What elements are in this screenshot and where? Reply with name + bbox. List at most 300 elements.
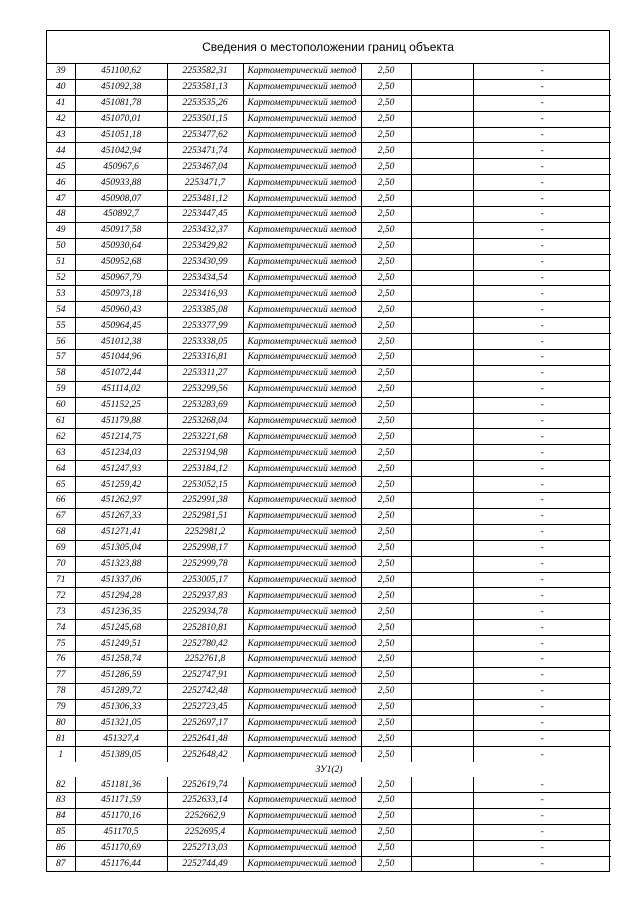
point-number: 68 <box>47 524 75 540</box>
point-number: 42 <box>47 111 75 127</box>
table-row <box>47 127 611 143</box>
coord-x: 451170,69 <box>75 840 167 856</box>
method: Картометрический метод <box>243 667 361 683</box>
table-row <box>47 111 611 127</box>
description: - <box>473 636 611 652</box>
method: Картометрический метод <box>243 286 361 302</box>
point-number: 86 <box>47 840 75 856</box>
table-row <box>47 572 611 588</box>
coord-x: 451236,35 <box>75 604 167 620</box>
blank-cell <box>411 777 473 792</box>
method: Картометрический метод <box>243 856 361 871</box>
table-body-part-2 <box>47 777 611 871</box>
method: Картометрический метод <box>243 222 361 238</box>
point-number: 39 <box>47 64 75 79</box>
coord-y: 2252761,8 <box>167 651 243 667</box>
point-number: 53 <box>47 286 75 302</box>
accuracy: 2,50 <box>361 175 411 191</box>
coord-x: 451286,59 <box>75 667 167 683</box>
method: Картометрический метод <box>243 79 361 95</box>
description: - <box>473 840 611 856</box>
blank-cell <box>411 540 473 556</box>
coord-x: 451258,74 <box>75 651 167 667</box>
blank-cell <box>411 397 473 413</box>
description: - <box>473 254 611 270</box>
accuracy: 2,50 <box>361 222 411 238</box>
point-number: 71 <box>47 572 75 588</box>
description: - <box>473 143 611 159</box>
blank-cell <box>411 572 473 588</box>
method: Картометрический метод <box>243 840 361 856</box>
blank-cell <box>411 747 473 762</box>
table-row <box>47 651 611 667</box>
blank-cell <box>411 667 473 683</box>
coord-x: 450967,79 <box>75 270 167 286</box>
coord-x: 451249,51 <box>75 636 167 652</box>
description: - <box>473 777 611 792</box>
method: Картометрический метод <box>243 191 361 207</box>
coord-x: 451152,25 <box>75 397 167 413</box>
blank-cell <box>411 715 473 731</box>
point-number: 81 <box>47 731 75 747</box>
method: Картометрический метод <box>243 651 361 667</box>
blank-cell <box>411 207 473 223</box>
description: - <box>473 334 611 350</box>
point-number: 62 <box>47 429 75 445</box>
table-row <box>47 191 611 207</box>
accuracy: 2,50 <box>361 127 411 143</box>
method: Картометрический метод <box>243 493 361 509</box>
accuracy: 2,50 <box>361 143 411 159</box>
accuracy: 2,50 <box>361 493 411 509</box>
description: - <box>473 445 611 461</box>
coord-x: 451289,72 <box>75 683 167 699</box>
accuracy: 2,50 <box>361 667 411 683</box>
table-row <box>47 445 611 461</box>
coord-y: 2253385,08 <box>167 302 243 318</box>
coord-x: 451234,03 <box>75 445 167 461</box>
point-number: 47 <box>47 191 75 207</box>
table-row <box>47 270 611 286</box>
coord-y: 2253416,93 <box>167 286 243 302</box>
table-row <box>47 302 611 318</box>
coord-x: 450952,68 <box>75 254 167 270</box>
point-number: 78 <box>47 683 75 699</box>
blank-cell <box>411 350 473 366</box>
coord-y: 2252998,17 <box>167 540 243 556</box>
accuracy: 2,50 <box>361 254 411 270</box>
coordinates-table <box>47 64 611 871</box>
coord-y: 2253535,26 <box>167 95 243 111</box>
accuracy: 2,50 <box>361 588 411 604</box>
coord-x: 450917,58 <box>75 222 167 238</box>
coord-y: 2253184,12 <box>167 461 243 477</box>
method: Картометрический метод <box>243 334 361 350</box>
point-number: 58 <box>47 365 75 381</box>
coord-x: 451305,04 <box>75 540 167 556</box>
blank-cell <box>411 620 473 636</box>
coord-x: 451337,06 <box>75 572 167 588</box>
blank-cell <box>411 127 473 143</box>
point-number: 80 <box>47 715 75 731</box>
accuracy: 2,50 <box>361 604 411 620</box>
section-label: ЗУ1(2) <box>315 764 343 775</box>
table-row <box>47 508 611 524</box>
point-number: 59 <box>47 381 75 397</box>
description: - <box>473 508 611 524</box>
description: - <box>473 95 611 111</box>
accuracy: 2,50 <box>361 556 411 572</box>
accuracy: 2,50 <box>361 207 411 223</box>
description: - <box>473 381 611 397</box>
accuracy: 2,50 <box>361 477 411 493</box>
description: - <box>473 302 611 318</box>
blank-cell <box>411 524 473 540</box>
table-row <box>47 429 611 445</box>
method: Картометрический метод <box>243 620 361 636</box>
coord-x: 451327,4 <box>75 731 167 747</box>
blank-cell <box>411 159 473 175</box>
method: Картометрический метод <box>243 572 361 588</box>
coord-y: 2253582,31 <box>167 64 243 79</box>
method: Картометрический метод <box>243 715 361 731</box>
accuracy: 2,50 <box>361 620 411 636</box>
point-number: 60 <box>47 397 75 413</box>
coord-y: 2253434,54 <box>167 270 243 286</box>
point-number: 75 <box>47 636 75 652</box>
coord-y: 2253477,62 <box>167 127 243 143</box>
accuracy: 2,50 <box>361 191 411 207</box>
method: Картометрический метод <box>243 477 361 493</box>
description: - <box>473 286 611 302</box>
table-row <box>47 636 611 652</box>
accuracy: 2,50 <box>361 365 411 381</box>
point-number: 54 <box>47 302 75 318</box>
coord-y: 2253194,98 <box>167 445 243 461</box>
coord-y: 2252747,91 <box>167 667 243 683</box>
table-row <box>47 588 611 604</box>
coord-x: 451306,33 <box>75 699 167 715</box>
blank-cell <box>411 270 473 286</box>
accuracy: 2,50 <box>361 715 411 731</box>
description: - <box>473 318 611 334</box>
table-row <box>47 286 611 302</box>
table-row <box>47 143 611 159</box>
point-number: 83 <box>47 792 75 808</box>
method: Картометрический метод <box>243 556 361 572</box>
method: Картометрический метод <box>243 175 361 191</box>
blank-cell <box>411 254 473 270</box>
description: - <box>473 64 611 79</box>
description: - <box>473 651 611 667</box>
coord-y: 2253283,69 <box>167 397 243 413</box>
method: Картометрический метод <box>243 318 361 334</box>
method: Картометрический метод <box>243 508 361 524</box>
blank-cell <box>411 493 473 509</box>
table-row <box>47 79 611 95</box>
table-row <box>47 777 611 792</box>
description: - <box>473 159 611 175</box>
coord-x: 451176,44 <box>75 856 167 871</box>
accuracy: 2,50 <box>361 238 411 254</box>
table-row <box>47 397 611 413</box>
method: Картометрический метод <box>243 824 361 840</box>
accuracy: 2,50 <box>361 350 411 366</box>
description: - <box>473 477 611 493</box>
coord-y: 2252723,45 <box>167 699 243 715</box>
coord-y: 2253377,99 <box>167 318 243 334</box>
accuracy: 2,50 <box>361 808 411 824</box>
point-number: 66 <box>47 493 75 509</box>
description: - <box>473 808 611 824</box>
coord-x: 450908,07 <box>75 191 167 207</box>
accuracy: 2,50 <box>361 64 411 79</box>
accuracy: 2,50 <box>361 461 411 477</box>
point-number: 85 <box>47 824 75 840</box>
table-row <box>47 461 611 477</box>
accuracy: 2,50 <box>361 683 411 699</box>
point-number: 49 <box>47 222 75 238</box>
method: Картометрический метод <box>243 127 361 143</box>
description: - <box>473 191 611 207</box>
coord-x: 451092,38 <box>75 79 167 95</box>
table-row <box>47 334 611 350</box>
coord-x: 451100,62 <box>75 64 167 79</box>
method: Картометрический метод <box>243 95 361 111</box>
table-row <box>47 95 611 111</box>
coord-y: 2253052,15 <box>167 477 243 493</box>
point-number: 84 <box>47 808 75 824</box>
description: - <box>473 683 611 699</box>
coord-x: 451170,5 <box>75 824 167 840</box>
method: Картометрический метод <box>243 461 361 477</box>
table-row <box>47 159 611 175</box>
description: - <box>473 175 611 191</box>
blank-cell <box>411 445 473 461</box>
accuracy: 2,50 <box>361 572 411 588</box>
coord-y: 2253501,15 <box>167 111 243 127</box>
table-row <box>47 604 611 620</box>
coord-x: 450930,64 <box>75 238 167 254</box>
table-row <box>47 731 611 747</box>
blank-cell <box>411 95 473 111</box>
description: - <box>473 238 611 254</box>
blank-cell <box>411 636 473 652</box>
coord-y: 2252662,9 <box>167 808 243 824</box>
description: - <box>473 461 611 477</box>
accuracy: 2,50 <box>361 429 411 445</box>
description: - <box>473 493 611 509</box>
description: - <box>473 365 611 381</box>
point-number: 87 <box>47 856 75 871</box>
method: Картометрический метод <box>243 636 361 652</box>
table-row <box>47 493 611 509</box>
point-number: 72 <box>47 588 75 604</box>
method: Картометрический метод <box>243 207 361 223</box>
blank-cell <box>411 683 473 699</box>
coord-y: 2253581,13 <box>167 79 243 95</box>
blank-cell <box>411 588 473 604</box>
coord-x: 451072,44 <box>75 365 167 381</box>
blank-cell <box>411 731 473 747</box>
table-body-part-1 <box>47 64 611 762</box>
point-number: 63 <box>47 445 75 461</box>
description: - <box>473 270 611 286</box>
accuracy: 2,50 <box>361 792 411 808</box>
blank-cell <box>411 477 473 493</box>
method: Картометрический метод <box>243 413 361 429</box>
blank-cell <box>411 111 473 127</box>
coord-y: 2253221,68 <box>167 429 243 445</box>
coord-y: 2253005,17 <box>167 572 243 588</box>
table-row <box>47 540 611 556</box>
table-row <box>47 64 611 79</box>
method: Картометрический метод <box>243 254 361 270</box>
coord-y: 2253447,45 <box>167 207 243 223</box>
coord-y: 2253430,99 <box>167 254 243 270</box>
coord-y: 2253471,7 <box>167 175 243 191</box>
table-row <box>47 683 611 699</box>
method: Картометрический метод <box>243 683 361 699</box>
blank-cell <box>411 143 473 159</box>
point-number: 52 <box>47 270 75 286</box>
coord-y: 2252742,48 <box>167 683 243 699</box>
table-row <box>47 667 611 683</box>
coord-x: 451389,05 <box>75 747 167 762</box>
coord-x: 451267,33 <box>75 508 167 524</box>
method: Картометрический метод <box>243 808 361 824</box>
coord-y: 2253471,74 <box>167 143 243 159</box>
point-number: 56 <box>47 334 75 350</box>
method: Картометрический метод <box>243 445 361 461</box>
point-number: 69 <box>47 540 75 556</box>
description: - <box>473 79 611 95</box>
table-section <box>47 762 611 777</box>
table-row <box>47 556 611 572</box>
accuracy: 2,50 <box>361 747 411 762</box>
coord-y: 2252810,81 <box>167 620 243 636</box>
coord-y: 2253338,05 <box>167 334 243 350</box>
coord-x: 451042,94 <box>75 143 167 159</box>
description: - <box>540 858 544 869</box>
blank-cell <box>411 365 473 381</box>
table-row <box>47 175 611 191</box>
accuracy: 2,50 <box>361 445 411 461</box>
point-number: 40 <box>47 79 75 95</box>
blank-cell <box>411 840 473 856</box>
accuracy: 2,50 <box>361 111 411 127</box>
method: Картометрический метод <box>243 540 361 556</box>
accuracy: 2,50 <box>361 540 411 556</box>
blank-cell <box>411 222 473 238</box>
table-row <box>47 524 611 540</box>
blank-cell <box>411 508 473 524</box>
method: Картометрический метод <box>243 238 361 254</box>
section-row <box>47 762 611 777</box>
point-number: 45 <box>47 159 75 175</box>
description: - <box>473 556 611 572</box>
table-row <box>47 620 611 636</box>
table-row <box>47 350 611 366</box>
description: - <box>473 667 611 683</box>
accuracy: 2,50 <box>361 302 411 318</box>
method: Картометрический метод <box>243 792 361 808</box>
accuracy: 2,50 <box>361 397 411 413</box>
table-row <box>47 477 611 493</box>
method: Картометрический метод <box>243 365 361 381</box>
point-number: 70 <box>47 556 75 572</box>
point-number: 48 <box>47 207 75 223</box>
coord-y: 2252934,78 <box>167 604 243 620</box>
method: Картометрический метод <box>243 604 361 620</box>
description: - <box>473 111 611 127</box>
coord-y: 2252981,51 <box>167 508 243 524</box>
blank-cell <box>411 808 473 824</box>
method: Картометрический метод <box>243 588 361 604</box>
blank-cell <box>411 238 473 254</box>
blank-cell <box>411 824 473 840</box>
coord-x: 450892,7 <box>75 207 167 223</box>
coord-x: 451245,68 <box>75 620 167 636</box>
method: Картометрический метод <box>243 350 361 366</box>
blank-cell <box>411 699 473 715</box>
table-row <box>47 699 611 715</box>
coord-y: 2253299,56 <box>167 381 243 397</box>
coord-x: 451044,96 <box>75 350 167 366</box>
blank-cell <box>411 175 473 191</box>
coord-x: 451214,75 <box>75 429 167 445</box>
blank-cell <box>411 334 473 350</box>
coord-x: 451070,01 <box>75 111 167 127</box>
accuracy: 2,50 <box>361 318 411 334</box>
point-number: 73 <box>47 604 75 620</box>
point-number: 46 <box>47 175 75 191</box>
coord-x: 451081,78 <box>75 95 167 111</box>
point-number: 1 <box>47 747 75 762</box>
method: Картометрический метод <box>243 777 361 792</box>
table-title: Сведения о местоположении границ объекта <box>47 31 609 64</box>
blank-cell <box>411 64 473 79</box>
blank-cell <box>411 556 473 572</box>
description: - <box>473 413 611 429</box>
description: - <box>473 397 611 413</box>
coord-x: 451051,18 <box>75 127 167 143</box>
blank-cell <box>411 792 473 808</box>
point-number: 41 <box>47 95 75 111</box>
table-row <box>47 365 611 381</box>
coord-y: 2252744,49 <box>167 856 243 871</box>
blank-cell <box>411 286 473 302</box>
coord-x: 451114,02 <box>75 381 167 397</box>
description: - <box>473 222 611 238</box>
point-number: 61 <box>47 413 75 429</box>
table-row <box>47 715 611 731</box>
table-row <box>47 222 611 238</box>
method: Картометрический метод <box>243 270 361 286</box>
accuracy: 2,50 <box>361 508 411 524</box>
coord-x: 451321,05 <box>75 715 167 731</box>
table-row <box>47 856 611 871</box>
blank-cell <box>411 461 473 477</box>
point-number: 67 <box>47 508 75 524</box>
point-number: 76 <box>47 651 75 667</box>
accuracy: 2,50 <box>361 413 411 429</box>
accuracy: 2,50 <box>361 79 411 95</box>
coord-x: 451181,36 <box>75 777 167 792</box>
coord-x: 451012,38 <box>75 334 167 350</box>
coord-y: 2253429,82 <box>167 238 243 254</box>
coord-x: 450960,43 <box>75 302 167 318</box>
